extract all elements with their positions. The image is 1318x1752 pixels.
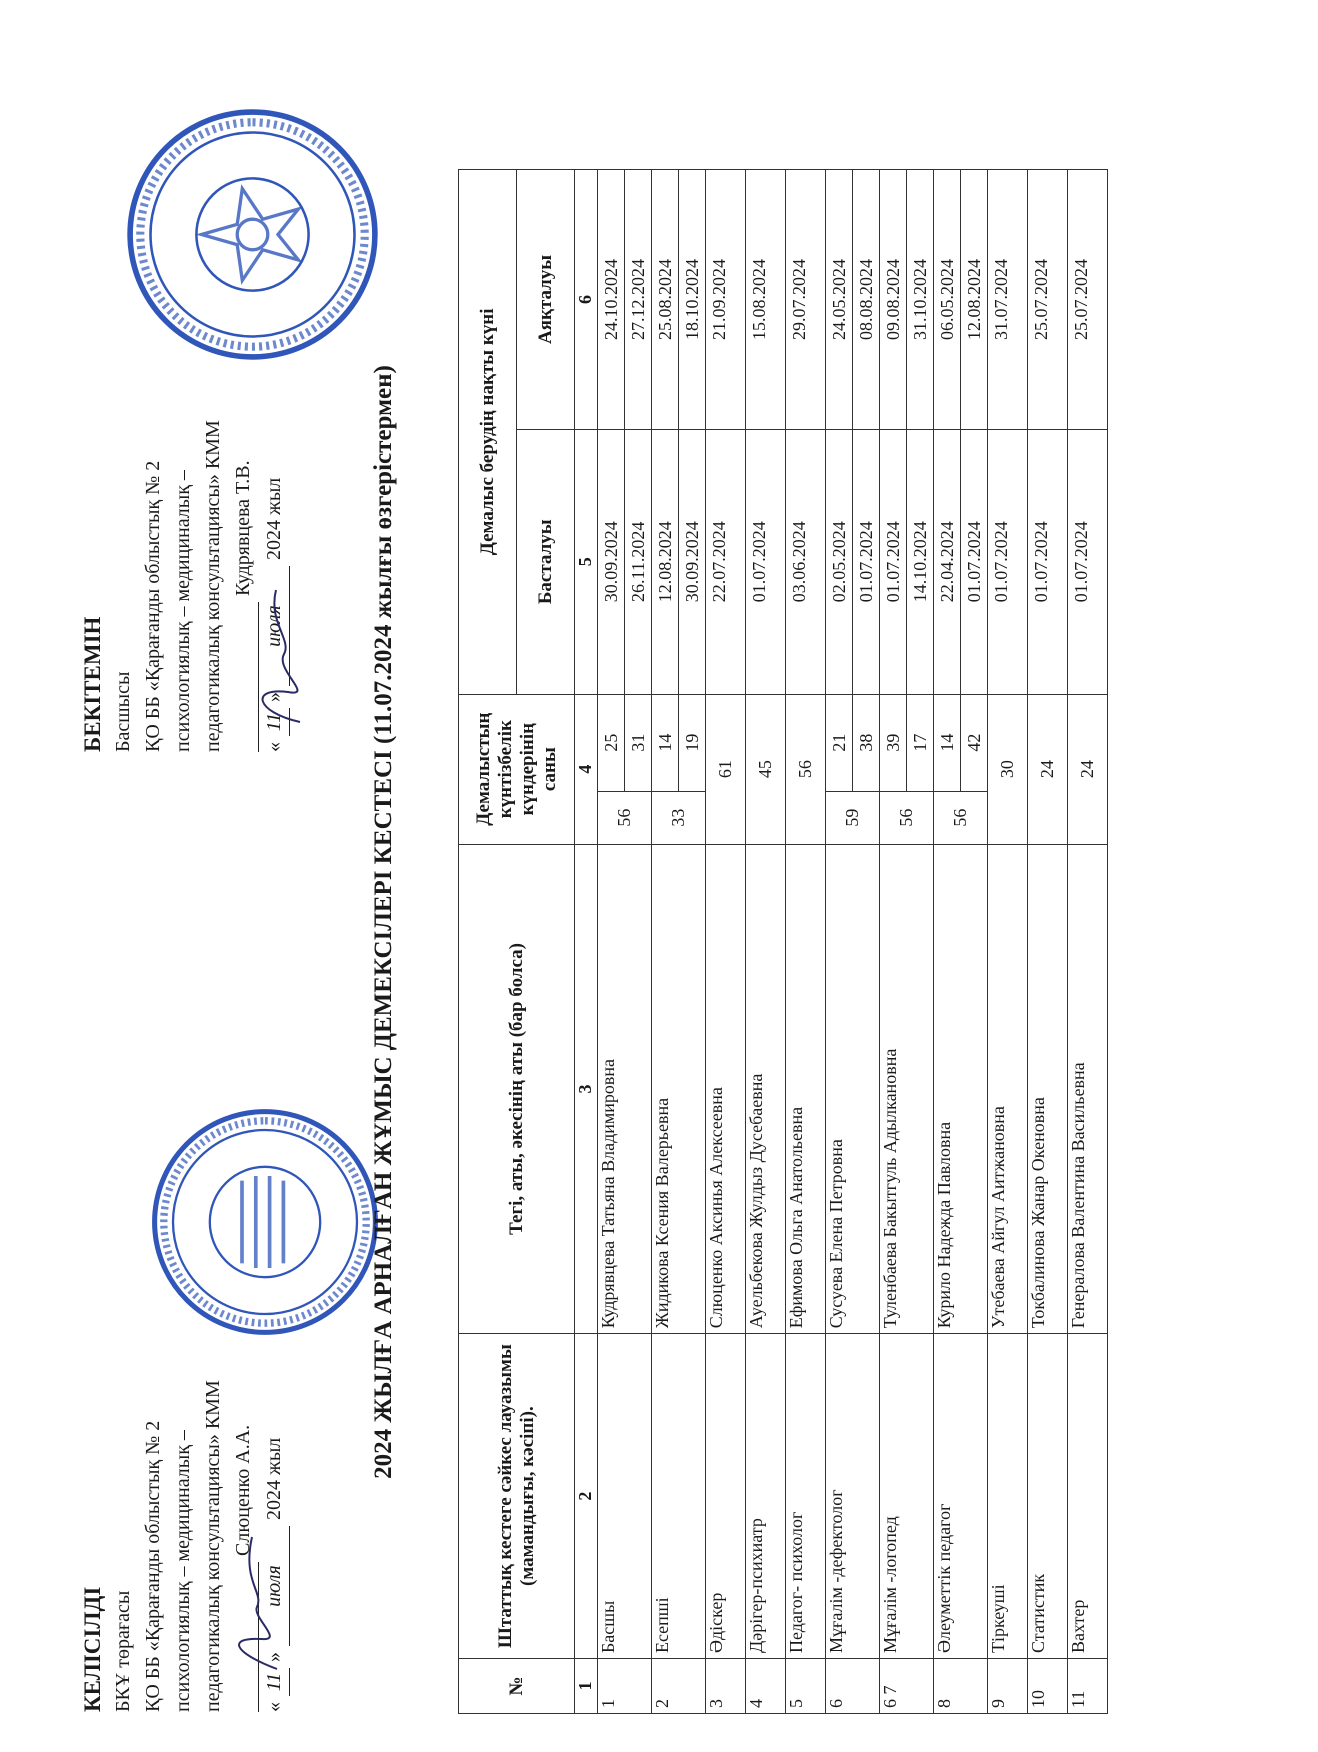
days-total: 59 xyxy=(826,791,879,844)
end-date: 08.08.2024 xyxy=(852,170,879,429)
start-date: 01.07.2024 xyxy=(852,430,879,694)
end-date: 12.08.2024 xyxy=(960,170,987,429)
end-date: 24.10.2024 xyxy=(601,258,621,340)
end-cell xyxy=(706,170,746,430)
position-cell: Есепші xyxy=(652,1334,706,1659)
agreed-date: « 11 » июля 2024 жыл xyxy=(259,1192,290,1712)
row-number: 3 xyxy=(706,1659,746,1714)
start-cell xyxy=(826,429,880,694)
approved-date-month: июля xyxy=(259,566,290,686)
position-cell: Әдіскер xyxy=(706,1334,746,1659)
approved-date-year: 2024 жыл xyxy=(263,477,285,560)
start-date: 22.04.2024 xyxy=(937,521,957,603)
days-cell xyxy=(598,694,652,844)
days-total: 33 xyxy=(652,791,705,844)
days-cell: 61 xyxy=(706,694,746,844)
table-body xyxy=(598,170,1108,1714)
days-total: 56 xyxy=(934,791,987,844)
row-number: 11 xyxy=(1068,1659,1108,1714)
days-part: 31 xyxy=(624,695,651,791)
start-cell xyxy=(706,429,746,694)
end-date: 29.07.2024 xyxy=(789,258,809,340)
start-cell xyxy=(652,429,706,694)
position-cell: Статистик xyxy=(1028,1334,1068,1659)
end-date: 06.05.2024 xyxy=(937,258,957,340)
row-number: 4 xyxy=(746,1659,786,1714)
start-date: 26.11.2024 xyxy=(624,430,651,694)
table-row xyxy=(598,170,652,1714)
days-part: 42 xyxy=(960,695,987,791)
name-cell: Туленбаева Бакытгуль Адылкановна xyxy=(880,844,934,1334)
start-cell xyxy=(746,429,786,694)
end-cell xyxy=(880,170,934,430)
days-part: 25 xyxy=(601,733,621,752)
header-no: № xyxy=(459,1659,575,1714)
row-number: 8 xyxy=(934,1659,988,1714)
end-cell xyxy=(746,170,786,430)
end-date: 09.08.2024 xyxy=(883,258,903,340)
vacation-schedule-table xyxy=(458,169,1108,1714)
position-cell: Мұғалім -логопед xyxy=(880,1334,934,1659)
name-cell: Утебаева Айгул Аитжановна xyxy=(988,844,1028,1334)
row-number: 2 xyxy=(652,1659,706,1714)
end-cell xyxy=(1068,170,1108,430)
name-cell: Ауельбекова Жулдыз Дусебаевна xyxy=(746,844,786,1334)
table-row xyxy=(934,170,988,1714)
name-cell: Сусуева Елена Петровна xyxy=(826,844,880,1334)
table-row xyxy=(988,170,1028,1714)
approved-line-4: педагогикалық консультациясы» КММ xyxy=(202,420,224,752)
days-cell: 24 xyxy=(1068,694,1108,844)
position-cell: Педагог- психолог xyxy=(786,1334,826,1659)
days-cell: 30 xyxy=(988,694,1028,844)
start-cell xyxy=(934,429,988,694)
name-cell: Токбалинова Жанар Океновна xyxy=(1028,844,1068,1334)
column-number: 3 xyxy=(575,844,598,1334)
days-part: 17 xyxy=(906,695,933,791)
days-cell xyxy=(826,694,880,844)
end-cell xyxy=(786,170,826,430)
agreed-date-month: июля xyxy=(259,1526,290,1646)
row-number: 5 xyxy=(786,1659,826,1714)
column-number-row xyxy=(575,170,598,1714)
end-date: 21.09.2024 xyxy=(709,258,729,340)
start-date: 22.07.2024 xyxy=(709,521,729,603)
row-number: 10 xyxy=(1028,1659,1068,1714)
end-date: 25.07.2024 xyxy=(1031,258,1051,340)
days-part: 39 xyxy=(883,733,903,752)
name-cell: Кудрявцева Татьяна Владимировна xyxy=(598,844,652,1334)
agreed-block xyxy=(78,1192,290,1712)
approved-signature-line xyxy=(228,192,259,752)
agreed-date-day: 11 xyxy=(259,1668,290,1696)
row-number: 6 xyxy=(826,1659,880,1714)
agreed-line-4: педагогикалық консультациясы» КММ xyxy=(202,1380,224,1712)
days-cell: 56 xyxy=(786,694,826,844)
start-date: 01.07.2024 xyxy=(991,521,1011,603)
approved-line-3: психологиялық – медициналық – xyxy=(172,470,194,752)
days-part: 38 xyxy=(852,695,879,791)
column-number: 1 xyxy=(575,1659,598,1714)
name-cell: Жидикова Ксения Валерьевна xyxy=(652,844,706,1334)
days-cell xyxy=(652,694,706,844)
approved-title: БЕКІТЕМІН xyxy=(80,616,105,752)
end-cell xyxy=(988,170,1028,430)
end-date: 31.07.2024 xyxy=(991,258,1011,340)
column-number: 4 xyxy=(575,694,598,844)
days-cell xyxy=(934,694,988,844)
start-cell xyxy=(598,429,652,694)
table-row xyxy=(786,170,826,1714)
agreed-line-1: БКҰ төрағасы xyxy=(112,1590,134,1712)
position-cell: Вахтер xyxy=(1068,1334,1108,1659)
column-number: 2 xyxy=(575,1334,598,1659)
table-row xyxy=(826,170,880,1714)
start-date: 01.07.2024 xyxy=(1071,521,1091,603)
end-date: 15.08.2024 xyxy=(749,258,769,340)
days-cell: 24 xyxy=(1028,694,1068,844)
end-date: 18.10.2024 xyxy=(678,170,705,429)
header-position: Штаттық кестеге сәйкес лауазымы (мамандығы, кәсіпі). xyxy=(459,1334,575,1659)
header-start: Басталуы xyxy=(517,429,575,694)
table-row xyxy=(880,170,934,1714)
end-cell xyxy=(1028,170,1068,430)
start-date: 14.10.2024 xyxy=(906,430,933,694)
agreed-line-2: ҚО ББ «Қарағанды облыстық № 2 xyxy=(142,1420,164,1712)
end-cell xyxy=(652,170,706,430)
header-actual-dates: Демалыс берудің нақты күні xyxy=(459,170,517,695)
days-cell: 45 xyxy=(746,694,786,844)
start-cell xyxy=(988,429,1028,694)
column-number: 5 xyxy=(575,429,598,694)
row-number: 1 xyxy=(598,1659,652,1714)
table-row xyxy=(706,170,746,1714)
position-cell: Мұғалім -дефектолог xyxy=(826,1334,880,1659)
table-row xyxy=(652,170,706,1714)
approved-signer: Кудрявцева Т.В. xyxy=(232,460,254,596)
start-date: 01.07.2024 xyxy=(1031,521,1051,603)
start-date: 01.07.2024 xyxy=(883,521,903,603)
approved-date: « 11 » июля 2024 жыл xyxy=(259,192,290,752)
position-cell: Дәрігер-психиатр xyxy=(746,1334,786,1659)
approved-date-day: 11 xyxy=(259,708,290,736)
agreed-date-year: 2024 жыл xyxy=(263,1437,285,1520)
agreed-line-3: психологиялық – медициналық – xyxy=(172,1430,194,1712)
position-cell: Әлеуметтік педагог xyxy=(934,1334,988,1659)
name-cell: Слюценко Аксинья Алексеевна xyxy=(706,844,746,1334)
days-part: 19 xyxy=(678,695,705,791)
position-cell: Тіркеуші xyxy=(988,1334,1028,1659)
table-row xyxy=(746,170,786,1714)
start-date: 30.09.2024 xyxy=(678,430,705,694)
name-cell: Ефимова Ольга Анатольевна xyxy=(786,844,826,1334)
end-date: 25.07.2024 xyxy=(1071,258,1091,340)
end-cell xyxy=(826,170,880,430)
start-cell xyxy=(880,429,934,694)
agreed-signature-line xyxy=(228,1192,259,1712)
start-date: 02.05.2024 xyxy=(829,521,849,603)
start-date: 30.09.2024 xyxy=(601,521,621,603)
start-cell xyxy=(1028,429,1068,694)
row-number: 6 7 xyxy=(880,1659,934,1714)
start-cell xyxy=(786,429,826,694)
agreed-signer: Слюценко А.А. xyxy=(232,1424,254,1556)
header-days: Демалыстың күнтізбелік күндерінің саны xyxy=(459,694,575,844)
end-cell xyxy=(598,170,652,430)
days-part: 21 xyxy=(829,733,849,752)
end-date: 31.10.2024 xyxy=(906,170,933,429)
approved-line-1: Басшысы xyxy=(112,671,134,752)
end-cell xyxy=(934,170,988,430)
agreed-title: КЕЛІСІЛДІ xyxy=(80,1586,105,1712)
position-cell: Басшы xyxy=(598,1334,652,1659)
header-name: Тегі, аты, әкесінің аты (бар болса) xyxy=(459,844,575,1334)
days-total: 56 xyxy=(598,791,651,844)
days-total: 56 xyxy=(880,791,933,844)
approved-block xyxy=(78,192,290,752)
end-date: 24.05.2024 xyxy=(829,258,849,340)
document-title: 2024 ЖЫЛҒА АРНАЛҒАН ЖҰМЫС ДЕМЕКСІЛЕРІ КЕСТЕСІ (11.07.2024 жылғы өзгерістермен) xyxy=(370,365,397,1479)
start-cell xyxy=(1068,429,1108,694)
end-date: 27.12.2024 xyxy=(624,170,651,429)
header-end: Аяқталуы xyxy=(517,170,575,430)
days-cell xyxy=(880,694,934,844)
column-number: 6 xyxy=(575,170,598,430)
days-part: 14 xyxy=(655,733,675,752)
row-number: 9 xyxy=(988,1659,1028,1714)
days-part: 14 xyxy=(937,733,957,752)
name-cell: Курило Надежда Павловна xyxy=(934,844,988,1334)
end-date: 25.08.2024 xyxy=(655,258,675,340)
table-row xyxy=(1028,170,1068,1714)
start-date: 03.06.2024 xyxy=(789,521,809,603)
start-date: 01.07.2024 xyxy=(749,521,769,603)
approved-line-2: ҚО ББ «Қарағанды облыстық № 2 xyxy=(142,460,164,752)
name-cell: Генералова Валентина Васильевна xyxy=(1068,844,1108,1334)
table-row xyxy=(1068,170,1108,1714)
start-date: 12.08.2024 xyxy=(655,521,675,603)
start-date: 01.07.2024 xyxy=(960,430,987,694)
